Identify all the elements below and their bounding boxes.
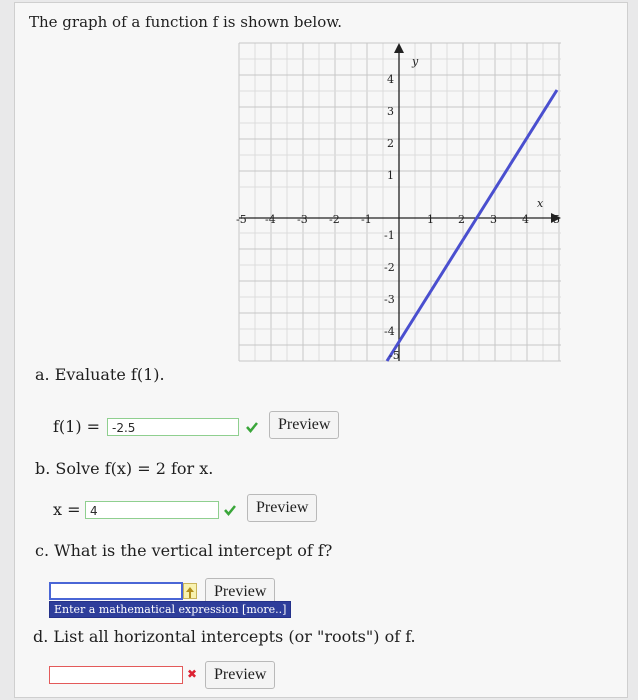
question-b-lhs: x =: [53, 500, 81, 519]
x-tick-label: -4: [265, 213, 276, 226]
y-axis-arrow-icon: [394, 43, 404, 53]
question-c-label: c. What is the vertical intercept of f?: [35, 541, 333, 560]
problem-title: The graph of a function f is shown below.: [29, 13, 343, 31]
function-graph: [236, 43, 561, 362]
x-tick-label: -2: [329, 213, 340, 226]
question-b-label: b. Solve f(x) = 2 for x.: [35, 459, 214, 478]
graph-grid: [239, 43, 561, 361]
y-tick-label: 2: [387, 137, 394, 150]
x-tick-label: -3: [297, 213, 308, 226]
y-tick-label: -1: [384, 229, 395, 242]
y-axis-label: y: [412, 55, 419, 68]
function-line: [387, 90, 557, 361]
x-tick-label: -1: [361, 213, 372, 226]
y-tick-label: -3: [384, 293, 395, 306]
check-icon: [245, 420, 259, 434]
question-a-lhs: f(1) =: [53, 417, 101, 436]
question-a-label: a. Evaluate f(1).: [35, 365, 165, 384]
y-tick-label: -5: [389, 349, 400, 362]
cross-icon: ✖: [187, 667, 198, 681]
x-tick-label: -5: [236, 213, 247, 226]
preview-c-button[interactable]: Preview: [205, 578, 275, 606]
y-tick-label: 4: [387, 73, 394, 86]
input-hint-tooltip: Enter a mathematical expression [more..]: [49, 601, 291, 618]
answer-a-input[interactable]: -2.5: [107, 418, 239, 436]
answer-b-input[interactable]: 4: [85, 501, 219, 519]
x-axis-label: x: [537, 197, 544, 210]
y-tick-label: -2: [384, 261, 395, 274]
answer-d-input[interactable]: [49, 666, 183, 684]
question-d-label: d. List all horizontal intercepts (or "roots") of f.: [33, 627, 416, 646]
y-tick-label: -4: [384, 325, 395, 338]
preview-b-button[interactable]: Preview: [247, 494, 317, 522]
y-tick-label: 3: [387, 105, 394, 118]
x-tick-label: 4: [522, 213, 529, 226]
answer-c-input[interactable]: [49, 582, 183, 600]
x-tick-label: 3: [490, 213, 497, 226]
x-tick-label: 5: [553, 213, 560, 226]
preview-d-button[interactable]: Preview: [205, 661, 275, 689]
check-icon: [223, 503, 237, 517]
preview-a-button[interactable]: Preview: [269, 411, 339, 439]
problem-panel: [14, 2, 628, 698]
x-tick-label: 2: [458, 213, 465, 226]
y-tick-label: 1: [387, 169, 394, 182]
x-tick-label: 1: [427, 213, 434, 226]
input-help-arrow-icon[interactable]: [183, 583, 197, 599]
